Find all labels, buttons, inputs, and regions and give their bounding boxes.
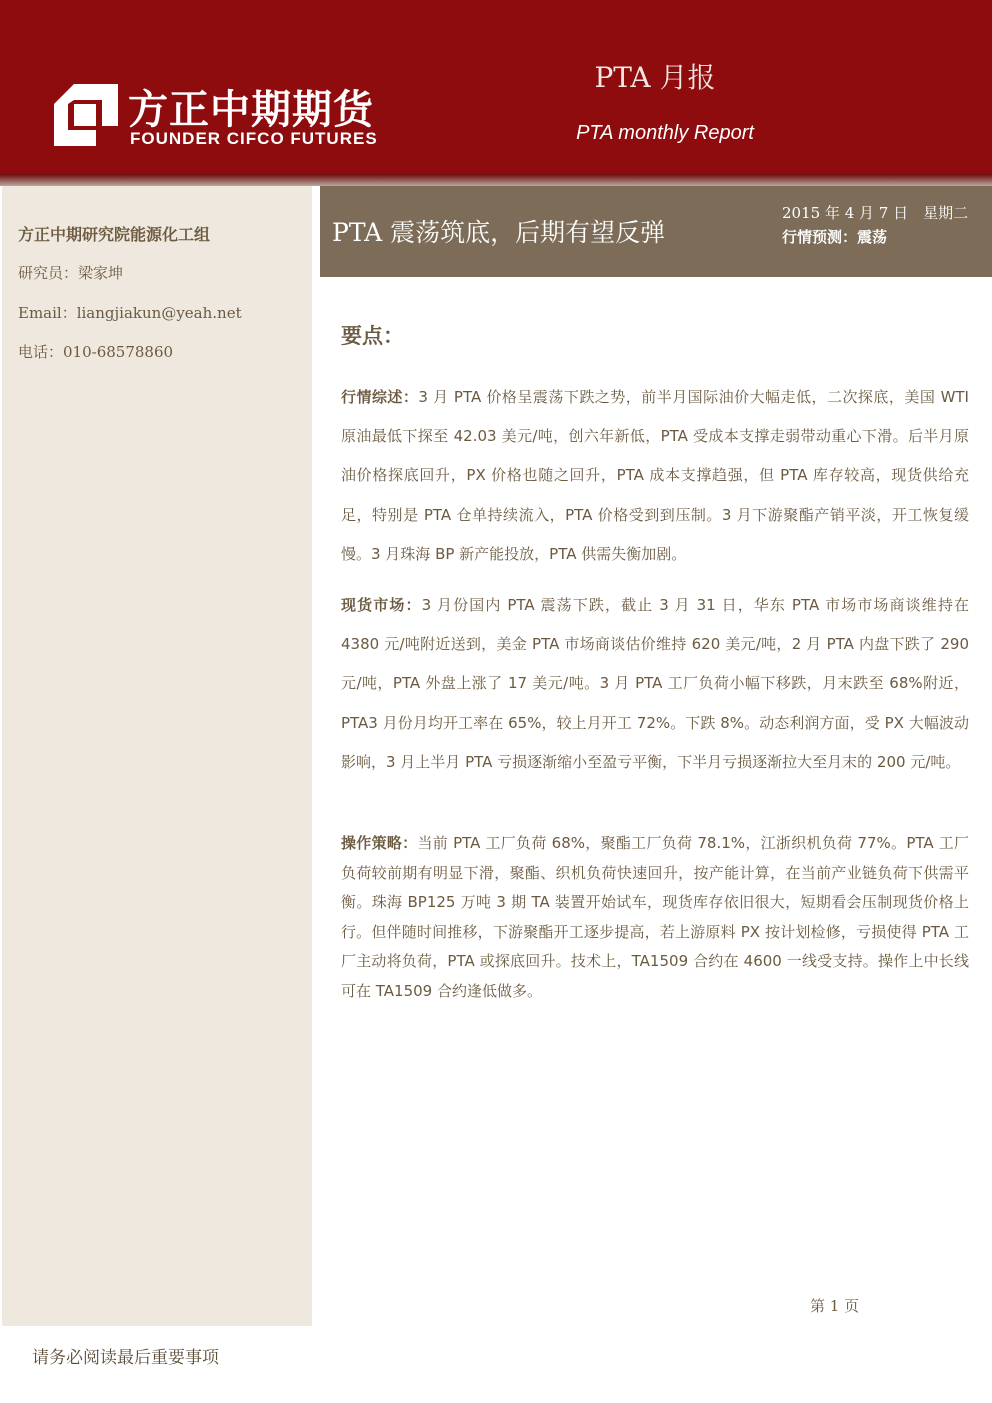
strategy-paragraph — [341, 829, 969, 1007]
spot-market-paragraph — [341, 586, 969, 782]
market-overview-paragraph — [341, 378, 969, 574]
report-title: PTA 月报 — [594, 61, 716, 94]
report-subtitle: PTA monthly Report — [576, 122, 754, 144]
market-forecast: 行情预测：震荡 — [782, 228, 888, 246]
logo-text-en: FOUNDER CIFCO FUTURES — [130, 129, 378, 148]
section-text: 3 月份国内 PTA 震荡下跌，截止 3 月 31 日，华东 PTA 市场市场商谈维持在 4380 元/吨附近送到，美金 PTA 市场商谈估价维持 620 美元/吨，2 月 PTA 内盘下跌了 290 元/吨，PTA 外盘上涨了 17 美元/吨。3 月 PTA 工厂负荷小幅下移跌，月末跌至 68%附近，PTA3 月份月均开工率在 65%，较上月开工 72%。下跌 8%。动态利润方面，受 PX 大幅波动影响，3 月上半月 PTA 亏损逐渐缩小至盈亏平衡，下半月亏损逐渐拉大至月末的 200 元/吨。 — [341, 596, 969, 771]
founder-logo-icon — [54, 84, 118, 146]
header-divider — [0, 174, 992, 186]
page-number: 第 1 页 — [810, 1297, 860, 1315]
report-date: 2015 年 4 月 7 日 星期二 — [782, 204, 969, 222]
section-text: 3 月 PTA 价格呈震荡下跌之势，前半月国际油价大幅走低，二次探底，美国 WTI 原油最低下探至 42.03 美元/吨，创六年新低，PTA 受成本支撑走弱带动重心下滑。后半月原油价格探底回升，PX 价格也随之回升，PTA 成本支撑趋强，但 PTA 库存较高，现货供给充足，特别是 PTA 仓单持续流入，PTA 价格受到到压制。3 月下游聚酯产销平淡，开工恢复缓慢。3 月珠海 BP 新产能投放，PTA 供需失衡加剧。 — [341, 388, 969, 563]
logo-text-cn: 方正中期期货 — [128, 87, 374, 133]
section-lead: 现货市场： — [341, 596, 422, 614]
section-lead: 行情综述： — [341, 388, 419, 406]
article-title: PTA 震荡筑底，后期有望反弹 — [332, 218, 666, 247]
researcher-phone: 电话：010-68578860 — [18, 343, 174, 361]
researcher-email: Email：liangjiakun@yeah.net — [18, 304, 242, 322]
disclaimer-note: 请务必阅读最后重要事项 — [32, 1348, 219, 1368]
section-lead: 操作策略： — [341, 834, 418, 852]
section-text: 当前 PTA 工厂负荷 68%，聚酯工厂负荷 78.1%，江浙织机负荷 77%。PTA 工厂负荷较前期有明显下滑，聚酯、织机负荷快速回升，按产能计算，在当前产业链负荷下供需平衡。珠海 BP125 万吨 3 期 TA 装置开始试车，现货库存依旧很大，短期看会压制现货价格上行。但伴随时间推移，下游聚酯开工逐步提高，若上游原料 PX 按计划检修，亏损使得 PTA 工厂主动将负荷，PTA 或探底回升。技术上，TA1509 合约在 4600 一线受支持。操作上中长线可在 TA1509 合约逢低做多。 — [341, 834, 969, 1000]
research-group: 方正中期研究院能源化工组 — [18, 225, 211, 244]
researcher-name: 研究员：梁家坤 — [18, 264, 124, 282]
key-points-heading: 要点： — [341, 324, 404, 348]
